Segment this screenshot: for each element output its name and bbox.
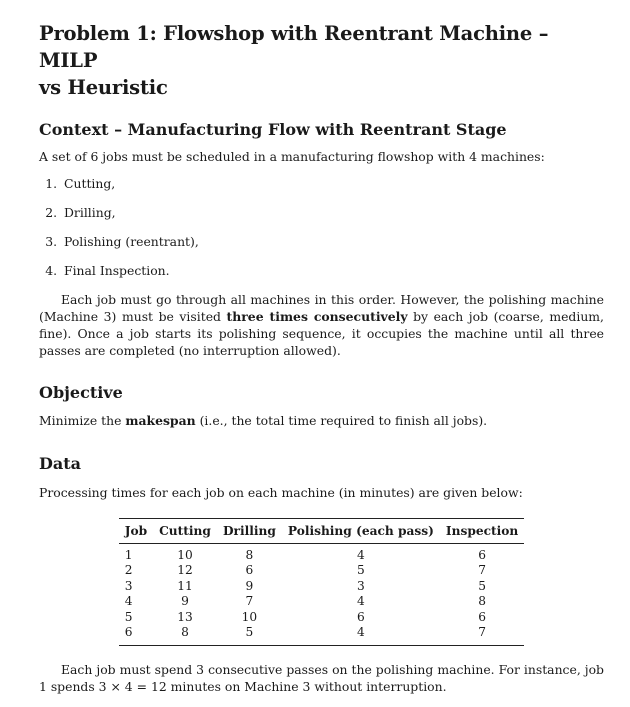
cell-inspection: 8 — [478, 594, 486, 608]
machine-list-item: 2. Drilling, — [61, 204, 604, 221]
header-cutting: Cutting — [153, 519, 217, 544]
polishing-note-line-1: Each job must spend 3 consecutive passes on the polishing machine. For instance, job — [61, 661, 604, 677]
cell-drilling: 5 — [217, 625, 282, 645]
header-inspection: Inspection — [440, 519, 524, 544]
polishing-note — [39, 661, 604, 695]
title-line-2: vs Heuristic — [39, 76, 168, 99]
cell-drilling: 9 — [245, 578, 254, 593]
cell-polishing: 4 — [282, 625, 440, 645]
cell-drilling: 7 — [245, 594, 254, 608]
table-row — [119, 579, 525, 595]
cell-polishing: 3 — [357, 578, 365, 593]
header-job: Job — [119, 519, 153, 544]
cell-cutting: 12 — [177, 563, 193, 577]
cell-inspection: 7 — [478, 563, 486, 577]
data-heading: Data — [39, 454, 81, 473]
table-row — [119, 610, 525, 626]
objective-text: Minimize the — [39, 413, 126, 428]
table-row — [119, 594, 525, 610]
header-drilling: Drilling — [217, 519, 282, 544]
header-polishing: Polishing (each pass) — [282, 519, 440, 544]
objective-emphasis: makespan — [125, 413, 196, 428]
cell-job: 1 — [124, 547, 133, 562]
context-body-text-continued: by each job (coarse, medium, fine). Once a job starts its polishing sequence, it occupies the machine until all three passes are completed (no interruption allowed). — [39, 309, 604, 358]
processing-times-table — [119, 518, 525, 646]
cell-inspection: 7 — [440, 625, 524, 645]
context-heading: Context – Manufacturing Flow with Reentrant Stage — [39, 120, 507, 139]
cell-job: 5 — [124, 609, 133, 624]
cell-inspection: 5 — [478, 578, 486, 593]
table-row — [119, 543, 525, 563]
cell-polishing: 4 — [357, 547, 365, 562]
table-row — [119, 625, 525, 645]
table-header-row — [119, 519, 525, 544]
objective-heading: Objective — [39, 383, 123, 402]
machine-list-item: 4. Final Inspection. — [61, 262, 604, 279]
context-body-text: Each job must go through all machines in this order. However, the polishing machine (Machine 3) must be visited — [39, 292, 604, 324]
cell-cutting: 8 — [153, 625, 217, 645]
cell-cutting: 10 — [177, 547, 193, 562]
cell-polishing: 6 — [357, 609, 365, 624]
cell-job: 6 — [119, 625, 153, 645]
cell-job: 2 — [124, 563, 133, 577]
cell-inspection: 6 — [478, 547, 486, 562]
context-body-paragraph — [39, 291, 604, 359]
cell-polishing: 5 — [357, 563, 365, 577]
cell-drilling: 8 — [245, 547, 254, 562]
cell-drilling: 6 — [245, 563, 254, 577]
cell-cutting: 13 — [177, 609, 193, 624]
data-intro: Processing times for each job on each machine (in minutes) are given below: — [39, 485, 523, 500]
cell-cutting: 9 — [181, 594, 189, 608]
context-body-emphasis: three times consecutively — [226, 309, 408, 324]
cell-polishing: 4 — [357, 594, 365, 608]
machine-list-item: 1. Cutting, — [61, 175, 604, 192]
table-row — [119, 563, 525, 579]
machine-list-item: 3. Polishing (reentrant), — [61, 233, 604, 250]
machine-list — [39, 175, 604, 279]
objective-text-continued: (i.e., the total time required to finish all jobs). — [195, 413, 488, 428]
problem-title — [39, 20, 604, 101]
cell-drilling: 10 — [241, 609, 258, 624]
objective-paragraph — [39, 412, 604, 429]
cell-job: 3 — [124, 578, 133, 593]
cell-cutting: 11 — [177, 578, 193, 593]
cell-job: 4 — [124, 594, 133, 608]
cell-inspection: 6 — [478, 609, 486, 624]
context-intro: A set of 6 jobs must be scheduled in a manufacturing flowshop with 4 machines: — [39, 149, 545, 164]
polishing-note-line-2: 1 spends 3 × 4 = 12 minutes on Machine 3 without interruption. — [39, 678, 447, 694]
title-line-1: Problem 1: Flowshop with Reentrant Machine – MILP — [39, 22, 549, 72]
